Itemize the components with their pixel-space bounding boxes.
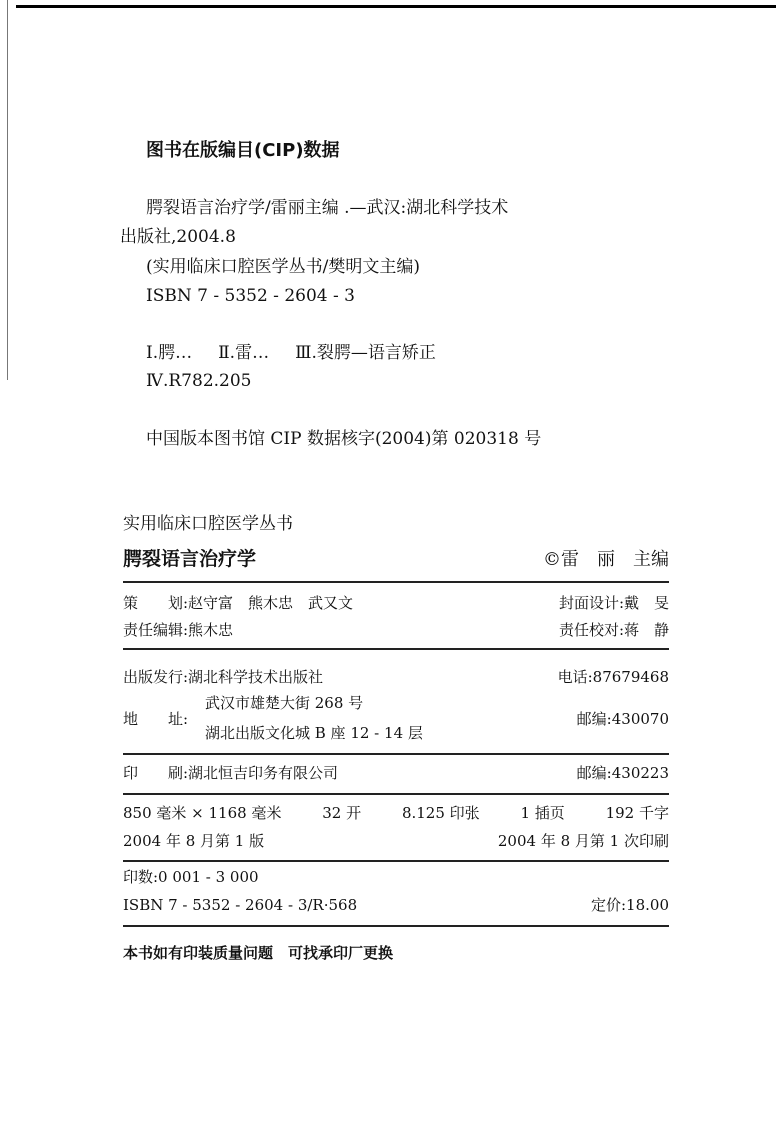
divider <box>123 793 669 795</box>
subject-2: Ⅱ.雷… <box>218 343 270 363</box>
edition: 2004 年 8 月第 1 版 <box>123 832 265 850</box>
cip-record-number: 中国版本图书馆 CIP 数据核字(2004)第 020318 号 <box>146 429 542 449</box>
printing: 2004 年 8 月第 1 次印刷 <box>497 832 669 850</box>
subject-3: Ⅲ.裂腭—语言矫正 <box>295 343 436 363</box>
divider <box>123 925 669 927</box>
top-border <box>16 5 776 8</box>
price: 定价:18.00 <box>591 896 669 914</box>
address-line2: 湖北出版文化城 B 座 12 - 14 层 <box>205 724 423 742</box>
phone: 电话:87679468 <box>557 668 669 686</box>
cip-series: (实用临床口腔医学丛书/樊明文主编) <box>146 257 420 277</box>
print-run: 印数:0 001 - 3 000 <box>123 868 259 886</box>
divider <box>123 581 669 583</box>
publisher: 出版发行:湖北科学技术出版社 <box>123 668 324 686</box>
series-name: 实用临床口腔医学丛书 <box>123 514 293 534</box>
cip-isbn: ISBN 7 - 5352 - 2604 - 3 <box>146 286 355 306</box>
divider <box>123 648 669 650</box>
editor-row <box>123 623 669 638</box>
title-row <box>123 550 669 569</box>
address-postcode: 邮编:430070 <box>576 710 669 728</box>
cip-subjects <box>146 345 436 362</box>
editor: ©雷 丽 主编 <box>543 549 669 570</box>
printer-postcode: 邮编:430223 <box>576 764 669 782</box>
cip-entry-line2: 出版社,2004.8 <box>120 227 236 247</box>
print-run-row <box>123 870 669 885</box>
divider <box>123 860 669 862</box>
spec-words: 192 千字 <box>605 804 669 822</box>
spec-format: 850 毫米 × 1168 毫米 <box>123 804 282 822</box>
planning: 策 划:赵守富 熊木忠 武又文 <box>123 594 354 612</box>
cip-classification: Ⅳ.R782.205 <box>146 371 252 391</box>
printer: 印 刷:湖北恒吉印务有限公司 <box>123 764 339 782</box>
isbn-row <box>123 898 669 913</box>
book-title: 腭裂语言治疗学 <box>123 548 257 570</box>
cip-entry-line1: 腭裂语言治疗学/雷丽主编 .—武汉:湖北科学技术 <box>146 198 509 218</box>
address-label: 地 址: <box>123 710 189 728</box>
spec-inserts: 1 插页 <box>520 804 565 822</box>
specs-row <box>123 806 669 821</box>
spec-kai: 32 开 <box>322 804 362 822</box>
left-border <box>7 0 8 380</box>
divider <box>123 753 669 755</box>
printer-row <box>123 766 669 781</box>
planning-row <box>123 596 669 611</box>
full-isbn: ISBN 7 - 5352 - 2604 - 3/R·568 <box>123 896 358 914</box>
publisher-row <box>123 670 669 685</box>
address-line1: 武汉市雄楚大街 268 号 <box>205 694 364 712</box>
cip-heading: 图书在版编目(CIP)数据 <box>146 140 340 161</box>
responsible-editor: 责任编辑:熊木忠 <box>123 621 234 639</box>
edition-row <box>123 834 669 849</box>
cover-design: 封面设计:戴 旻 <box>558 594 669 612</box>
subject-1: Ⅰ.腭… <box>146 343 193 363</box>
spec-sheets: 8.125 印张 <box>401 804 480 822</box>
quality-notice: 本书如有印装质量问题 可找承印厂更换 <box>123 944 394 962</box>
proofreader: 责任校对:蒋 静 <box>558 621 669 639</box>
